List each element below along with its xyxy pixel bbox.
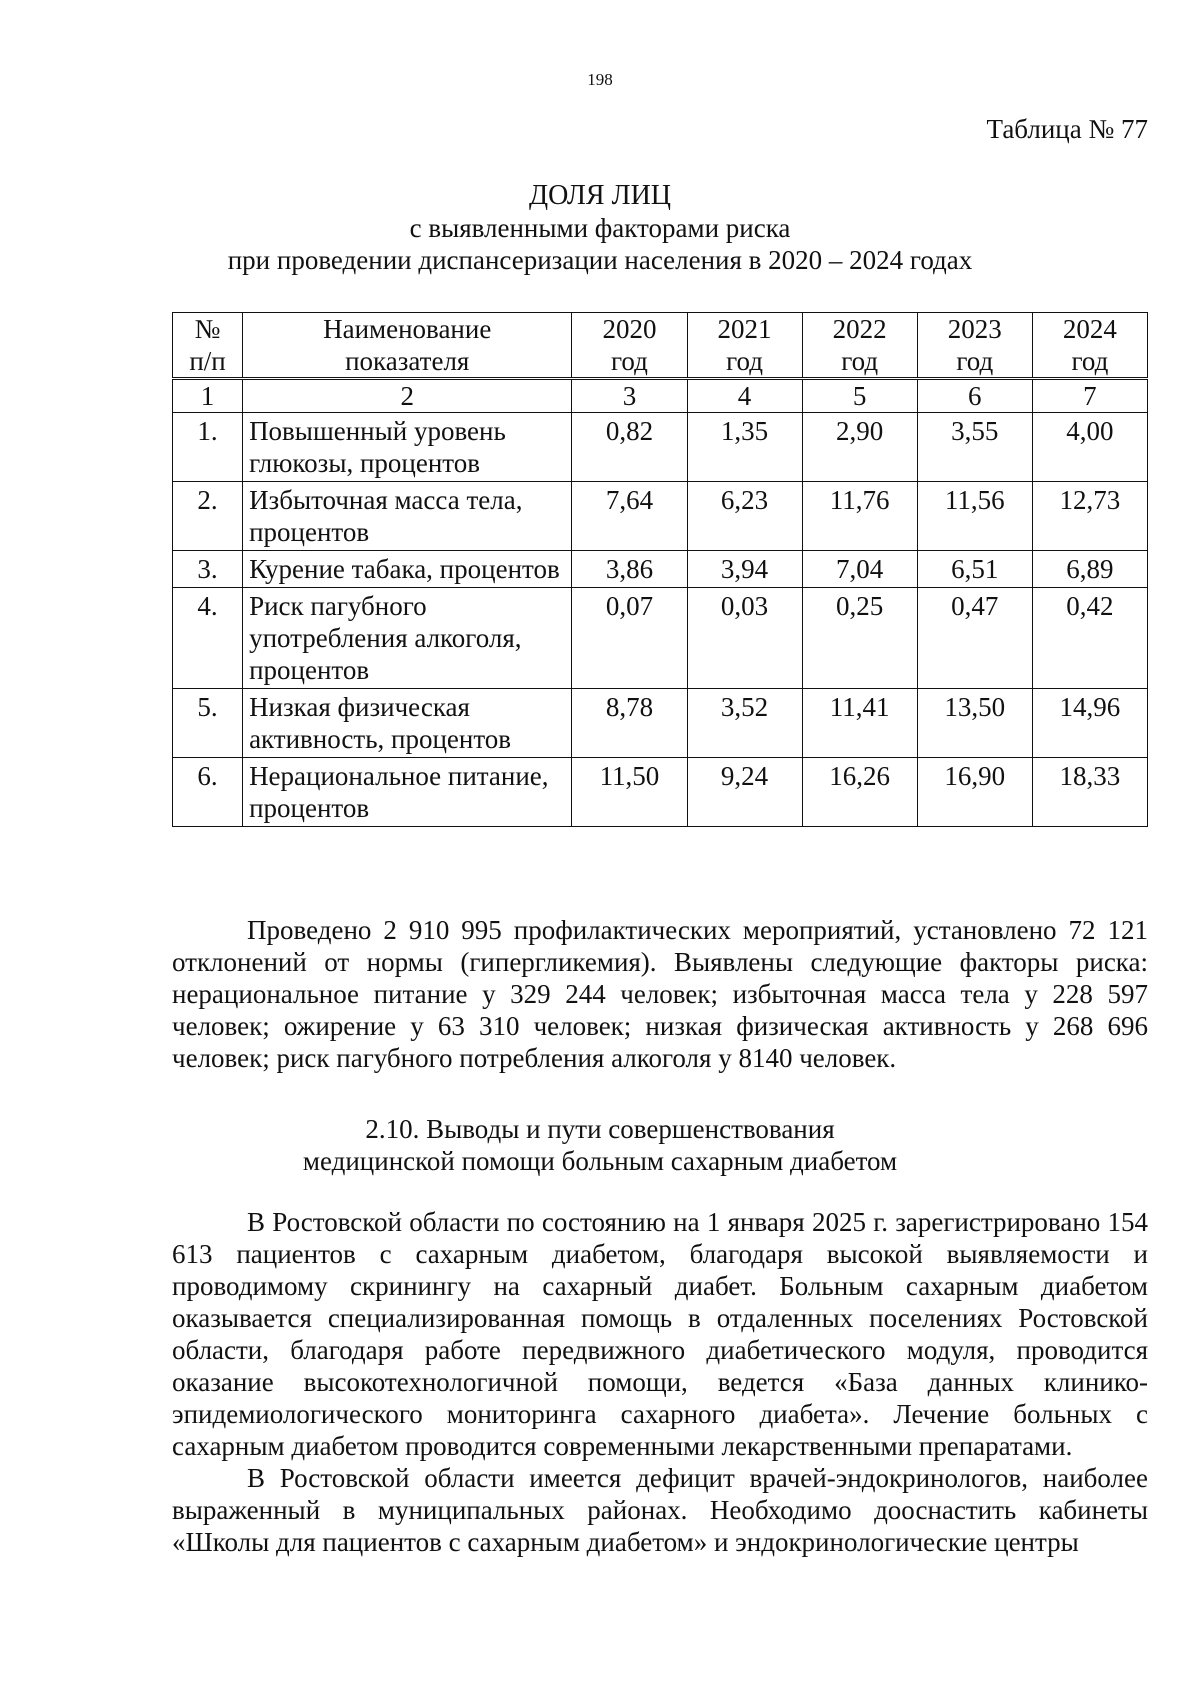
header-line: год — [841, 346, 879, 376]
value-2024: 4,00 — [1032, 413, 1147, 482]
row-number: 3. — [173, 551, 243, 588]
table-title — [0, 180, 1200, 276]
value-2020: 0,07 — [572, 588, 687, 689]
value-2021: 3,94 — [687, 551, 802, 588]
column-number: 4 — [687, 379, 802, 413]
column-number-row — [173, 379, 1148, 413]
value-2020: 8,78 — [572, 689, 687, 758]
header-line: год — [956, 346, 994, 376]
value-2024: 18,33 — [1032, 758, 1147, 827]
section-heading — [0, 1113, 1200, 1177]
value-2020: 7,64 — [572, 482, 687, 551]
section-heading-line-1: 2.10. Выводы и пути совершенствования — [365, 1114, 835, 1144]
header-line: год — [611, 346, 648, 376]
value-2022: 16,26 — [802, 758, 917, 827]
header-line: 2020 — [602, 314, 657, 344]
value-2023: 13,50 — [917, 689, 1032, 758]
value-2021: 1,35 — [687, 413, 802, 482]
header-cell — [917, 313, 1032, 379]
paragraph-endocrinologist-deficit: В Ростовской области имеется дефицит врачей-эндокринологов, наиболее выраженный в муниципальных районах. Необходимо дооснастить кабинеты «Школы для пациентов с сахарным диабетом» и эндокринологические центры — [172, 1463, 1148, 1557]
row-number: 6. — [173, 758, 243, 827]
paragraph-diabetes-registry: В Ростовской области по состоянию на 1 января 2025 г. зарегистрировано 154 613 пациентов с сахарным диабетом, благодаря высокой выявляемости и проводимому скринингу на сахарный диабет. Больным сахарным диабетом оказывается специализированная помощь в отдаленных поселениях Ростовской области, благодаря работе передвижного диабетического модуля, проводится оказание высокотехнологичной помощи, ведется «База данных клинико-эпидемиологического мониторинга сахарного диабета». Лечение больных с сахарным диабетом проводится современными лекарственными препаратами. — [172, 1207, 1148, 1461]
indicator-name: Риск пагубного употребления алкоголя, процентов — [243, 588, 572, 689]
header-line: № — [194, 314, 221, 344]
value-2024: 12,73 — [1032, 482, 1147, 551]
title-line-1: ДОЛЯ ЛИЦ — [528, 180, 672, 211]
value-2023: 11,56 — [917, 482, 1032, 551]
row-number: 2. — [173, 482, 243, 551]
table-row — [173, 413, 1148, 482]
header-line: показателя — [345, 346, 470, 376]
title-line-3: при проведении диспансеризации населения в 2020 – 2024 годах — [227, 245, 973, 275]
value-2023: 16,90 — [917, 758, 1032, 827]
title-line-2: с выявленными факторами риска — [409, 213, 791, 243]
indicator-name: Курение табака, процентов — [243, 551, 572, 588]
table-row — [173, 588, 1148, 689]
value-2022: 7,04 — [802, 551, 917, 588]
indicator-name: Повышенный уровень глюкозы, процентов — [243, 413, 572, 482]
indicator-name: Избыточная масса тела, процентов — [243, 482, 572, 551]
header-line: 2022 — [832, 314, 887, 344]
paragraph-activities: Проведено 2 910 995 профилактических мероприятий, установлено 72 121 отклонений от нормы (гипергликемия). Выявлены следующие факторы риска: нерациональное питание у 329 244 человек; избыточная масса тела у 228 597 человек; ожирение у 63 310 человек; низкая физическая активность у 268 696 человек; риск пагубного потребления алкоголя у 8140 человек. — [172, 915, 1148, 1073]
header-cell — [1032, 313, 1147, 379]
header-cell — [802, 313, 917, 379]
column-number: 1 — [173, 379, 243, 413]
value-2021: 6,23 — [687, 482, 802, 551]
table-row — [173, 551, 1148, 588]
value-2020: 3,86 — [572, 551, 687, 588]
row-number: 5. — [173, 689, 243, 758]
value-2021: 9,24 — [687, 758, 802, 827]
column-number: 7 — [1032, 379, 1147, 413]
header-line: год — [1071, 346, 1109, 376]
value-2020: 0,82 — [572, 413, 687, 482]
value-2022: 0,25 — [802, 588, 917, 689]
header-line: 2021 — [717, 314, 772, 344]
header-cell — [243, 313, 572, 379]
value-2023: 0,47 — [917, 588, 1032, 689]
value-2024: 6,89 — [1032, 551, 1147, 588]
header-line: Наименование — [323, 314, 492, 344]
value-2023: 3,55 — [917, 413, 1032, 482]
section-heading-line-2: медицинской помощи больным сахарным диабетом — [302, 1146, 898, 1176]
table-row — [173, 482, 1148, 551]
table-row — [173, 689, 1148, 758]
value-2022: 11,41 — [802, 689, 917, 758]
table-label: Таблица № 77 — [986, 114, 1148, 144]
page-number: 198 — [587, 70, 613, 89]
value-2020: 11,50 — [572, 758, 687, 827]
value-2023: 6,51 — [917, 551, 1032, 588]
header-line: 2024 — [1062, 314, 1117, 344]
row-number: 4. — [173, 588, 243, 689]
header-cell — [173, 313, 243, 379]
value-2021: 0,03 — [687, 588, 802, 689]
column-number: 2 — [243, 379, 572, 413]
value-2022: 2,90 — [802, 413, 917, 482]
header-line: п/п — [189, 346, 226, 376]
column-number: 6 — [917, 379, 1032, 413]
risk-factors-table — [172, 312, 1148, 827]
column-number: 5 — [802, 379, 917, 413]
row-number: 1. — [173, 413, 243, 482]
table-header-row — [173, 313, 1148, 379]
header-line: год — [726, 346, 763, 376]
indicator-name: Низкая физическая активность, процентов — [243, 689, 572, 758]
value-2022: 11,76 — [802, 482, 917, 551]
header-cell — [572, 313, 687, 379]
table-row — [173, 758, 1148, 827]
indicator-name: Нерациональное питание, процентов — [243, 758, 572, 827]
value-2024: 14,96 — [1032, 689, 1147, 758]
header-cell — [687, 313, 802, 379]
value-2024: 0,42 — [1032, 588, 1147, 689]
value-2021: 3,52 — [687, 689, 802, 758]
header-line: 2023 — [947, 314, 1002, 344]
column-number: 3 — [572, 379, 687, 413]
